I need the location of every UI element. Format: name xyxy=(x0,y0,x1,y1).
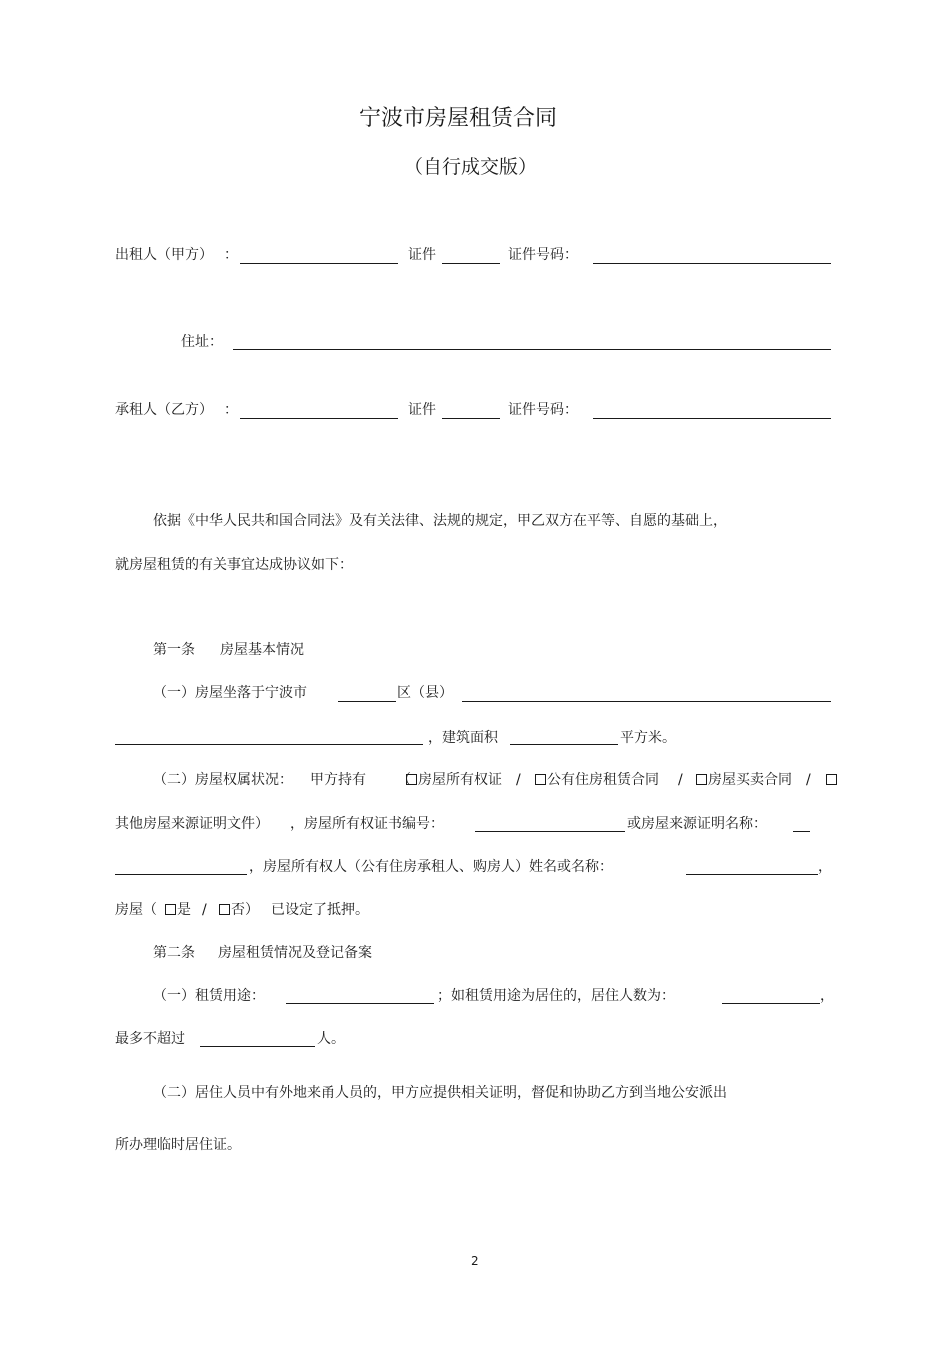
article2-item1-d: 人。 xyxy=(317,1031,345,1047)
lessor-colon: ： xyxy=(224,247,238,263)
article2-heading: 房屋租赁情况及登记备案 xyxy=(218,945,372,961)
area-blank[interactable] xyxy=(510,744,618,745)
address-label: 住址： xyxy=(181,334,223,350)
lessee-id-no-blank[interactable] xyxy=(593,418,831,419)
option-slash-3: / xyxy=(806,772,811,788)
article1-item1-c: ，建筑面积 xyxy=(428,730,498,746)
option-no: 否） xyxy=(231,902,259,918)
checkbox-mortgage-no[interactable] xyxy=(219,904,230,915)
lessee-id-no-label: 证件号码： xyxy=(508,402,578,418)
owner-comma: ， xyxy=(818,859,832,875)
intro-line-2: 就房屋租赁的有关事宜达成协议如下： xyxy=(115,557,353,573)
lessor-label: 出租人（甲方） xyxy=(115,247,213,263)
lessor-name-blank[interactable] xyxy=(240,263,398,264)
source-doc-name-cont-blank[interactable] xyxy=(115,874,247,875)
lessee-colon: ： xyxy=(224,402,238,418)
location-blank[interactable] xyxy=(462,701,831,702)
option-slash-4: / xyxy=(202,902,207,918)
cert-number-blank[interactable] xyxy=(475,831,625,832)
article1-item2-b: 甲方持有 xyxy=(310,772,366,788)
option-ownership-cert: 房屋所有权证 xyxy=(418,772,502,788)
article1-item2-paren: （ xyxy=(397,772,411,788)
article1-item1-d: 平方米。 xyxy=(620,730,676,746)
option-purchase-contract: 房屋买卖合同 xyxy=(708,772,792,788)
max-residents-blank[interactable] xyxy=(200,1046,315,1047)
page-number: 2 xyxy=(471,1254,479,1268)
lessor-id-label: 证件 xyxy=(408,247,436,263)
article1-item2-h: 已设定了抵押。 xyxy=(271,902,369,918)
article1-item2-g: 房屋（ xyxy=(115,902,157,918)
option-slash-2: / xyxy=(678,772,683,788)
intro-line-1: 依据《中华人民共和国合同法》及有关法律、法规的规定，甲乙双方在平等、自愿的基础上， xyxy=(153,513,727,529)
article1-item2-d: ，房屋所有权证书编号： xyxy=(290,816,444,832)
lessee-label: 承租人（乙方） xyxy=(115,402,213,418)
article2-item1-c: 最多不超过 xyxy=(115,1031,185,1047)
residents-count-blank[interactable] xyxy=(722,1003,820,1004)
lessor-id-no-blank[interactable] xyxy=(593,263,831,264)
article2-item1-b: ；如租赁用途为居住的，居住人数为： xyxy=(437,988,675,1004)
residents-comma: ， xyxy=(820,988,834,1004)
location-cont-blank[interactable] xyxy=(115,744,423,745)
option-slash-1: / xyxy=(516,772,521,788)
article1-heading: 房屋基本情况 xyxy=(220,642,304,658)
checkbox-ownership-cert[interactable] xyxy=(406,774,417,785)
lessee-id-label: 证件 xyxy=(408,402,436,418)
article2-number: 第二条 xyxy=(153,945,195,961)
lessee-name-blank[interactable] xyxy=(240,418,398,419)
lessor-id-no-label: 证件号码： xyxy=(508,247,578,263)
document-subtitle: （自行成交版） xyxy=(404,156,538,178)
option-other-docs: 其他房屋来源证明文件） xyxy=(115,816,269,832)
article2-item2-line2: 所办理临时居住证。 xyxy=(115,1137,241,1153)
lessee-id-type-blank[interactable] xyxy=(442,418,500,419)
article1-item1-a: （一）房屋坐落于宁波市 xyxy=(153,685,307,701)
checkbox-purchase-contract[interactable] xyxy=(696,774,707,785)
checkbox-other-docs[interactable] xyxy=(826,774,837,785)
address-blank[interactable] xyxy=(233,349,831,350)
article1-number: 第一条 xyxy=(153,642,195,658)
article1-item1-b: 区（县） xyxy=(397,685,453,701)
article2-item1-a: （一）租赁用途： xyxy=(153,988,265,1004)
article1-item2-a: （二）房屋权属状况： xyxy=(153,772,293,788)
checkbox-mortgage-yes[interactable] xyxy=(165,904,176,915)
district-blank[interactable] xyxy=(338,701,396,702)
article1-item2-e: 或房屋来源证明名称： xyxy=(627,816,767,832)
owner-name-blank[interactable] xyxy=(686,874,818,875)
option-public-housing: 公有住房租赁合同 xyxy=(547,772,659,788)
option-yes: 是 xyxy=(177,902,191,918)
source-doc-name-blank[interactable] xyxy=(793,831,810,832)
usage-blank[interactable] xyxy=(286,1003,434,1004)
checkbox-public-housing[interactable] xyxy=(535,774,546,785)
document-title: 宁波市房屋租赁合同 xyxy=(359,106,558,131)
lessor-id-type-blank[interactable] xyxy=(442,263,500,264)
article1-item2-f: ，房屋所有权人（公有住房承租人、购房人）姓名或名称： xyxy=(249,859,613,875)
article2-item2-line1: （二）居住人员中有外地来甬人员的，甲方应提供相关证明，督促和协助乙方到当地公安派出 xyxy=(153,1085,727,1101)
